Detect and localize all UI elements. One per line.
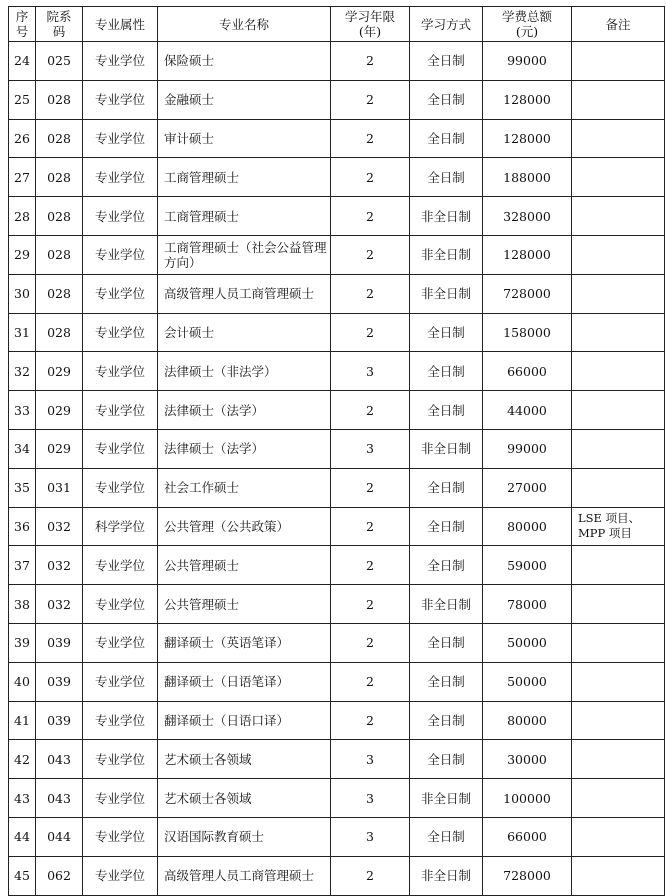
duration-cell: 2 [331,80,410,119]
degree-type-cell: 专业学位 [83,391,158,430]
dept-code-cell: 039 [36,623,83,662]
dept-code-cell: 028 [36,158,83,197]
study-mode-cell: 非全日制 [410,585,483,624]
table-row [9,352,665,391]
table-row [9,546,665,585]
tuition-cell: 158000 [483,313,572,352]
table-row [9,701,665,740]
remarks-cell [572,235,665,274]
table-row [9,313,665,352]
table-row [9,623,665,662]
degree-type-cell: 专业学位 [83,158,158,197]
tuition-cell: 128000 [483,119,572,158]
index-cell: 30 [9,274,36,313]
dept-code-cell: 032 [36,507,83,546]
program-name-cell: 翻译硕士（日语口译） [158,701,331,740]
table-row [9,856,665,895]
dept-code-cell: 028 [36,80,83,119]
duration-cell: 2 [331,42,410,81]
study-mode-cell: 全日制 [410,701,483,740]
duration-cell: 2 [331,158,410,197]
degree-type-cell: 专业学位 [83,80,158,119]
dept-code-cell: 043 [36,740,83,779]
dept-code-cell: 062 [36,856,83,895]
dept-code-cell: 028 [36,274,83,313]
remarks-cell [572,197,665,236]
duration-cell: 2 [331,546,410,585]
duration-cell: 3 [331,429,410,468]
index-cell: 26 [9,119,36,158]
index-cell: 28 [9,197,36,236]
degree-type-cell: 专业学位 [83,42,158,81]
header-program-name-text: 专业名称 [218,16,269,32]
duration-cell: 2 [331,507,410,546]
table-row [9,585,665,624]
dept-code-cell: 032 [36,585,83,624]
tuition-cell: 80000 [483,507,572,546]
remarks-cell [572,546,665,585]
table-row [9,468,665,507]
tuition-cell: 188000 [483,158,572,197]
study-mode-cell: 全日制 [410,158,483,197]
degree-type-cell: 专业学位 [83,235,158,274]
remarks-cell [572,429,665,468]
degree-type-cell: 专业学位 [83,429,158,468]
remarks-cell [572,468,665,507]
duration-cell: 2 [331,623,410,662]
degree-type-cell: 专业学位 [83,623,158,662]
duration-cell: 2 [331,119,410,158]
degree-type-cell: 科学学位 [83,507,158,546]
table-body [9,42,665,896]
table-row [9,391,665,430]
header-index-text: 序 号 [15,9,29,39]
program-name-cell: 艺术硕士各领域 [158,779,331,818]
remarks-cell [572,817,665,856]
degree-type-cell: 专业学位 [83,701,158,740]
tuition-cell: 328000 [483,197,572,236]
study-mode-cell: 非全日制 [410,197,483,236]
table-row [9,507,665,546]
table-row [9,235,665,274]
dept-code-cell: 039 [36,662,83,701]
duration-cell: 2 [331,235,410,274]
study-mode-cell: 非全日制 [410,779,483,818]
remarks-cell [572,313,665,352]
header-duration [331,7,410,42]
program-name-cell: 保险硕士 [158,42,331,81]
tuition-cell: 99000 [483,429,572,468]
table-row [9,158,665,197]
program-name-cell: 金融硕士 [158,80,331,119]
program-name-cell: 工商管理硕士（社会公益管理方向） [158,235,331,274]
index-cell: 24 [9,42,36,81]
remarks-cell [572,42,665,81]
index-cell: 31 [9,313,36,352]
tuition-cell: 27000 [483,468,572,507]
index-cell: 38 [9,585,36,624]
header-index [9,7,36,42]
tuition-cell: 59000 [483,546,572,585]
duration-cell: 2 [331,313,410,352]
remarks-cell [572,585,665,624]
index-cell: 33 [9,391,36,430]
program-name-cell: 高级管理人员工商管理硕士 [158,856,331,895]
dept-code-cell: 028 [36,119,83,158]
degree-type-cell: 专业学位 [83,856,158,895]
index-cell: 29 [9,235,36,274]
remarks-cell [572,274,665,313]
index-cell: 34 [9,429,36,468]
tuition-cell: 66000 [483,817,572,856]
degree-type-cell: 专业学位 [83,779,158,818]
remarks-cell [572,701,665,740]
tuition-cell: 66000 [483,352,572,391]
dept-code-cell: 043 [36,779,83,818]
program-name-cell: 会计硕士 [158,313,331,352]
tuition-cell: 128000 [483,80,572,119]
table-row [9,779,665,818]
index-cell: 42 [9,740,36,779]
degree-type-cell: 专业学位 [83,352,158,391]
program-name-cell: 公共管理（公共政策） [158,507,331,546]
dept-code-cell: 029 [36,429,83,468]
index-cell: 35 [9,468,36,507]
degree-type-cell: 专业学位 [83,740,158,779]
program-name-cell: 工商管理硕士 [158,158,331,197]
duration-cell: 2 [331,468,410,507]
duration-cell: 3 [331,779,410,818]
duration-cell: 2 [331,274,410,313]
study-mode-cell: 全日制 [410,817,483,856]
study-mode-cell: 全日制 [410,42,483,81]
table-row [9,429,665,468]
duration-cell: 2 [331,391,410,430]
header-remarks [572,7,665,42]
study-mode-cell: 全日制 [410,352,483,391]
study-mode-cell: 全日制 [410,313,483,352]
table-row [9,817,665,856]
header-duration-text: 学习年限 (年) [344,9,395,39]
index-cell: 45 [9,856,36,895]
index-cell: 32 [9,352,36,391]
duration-cell: 2 [331,856,410,895]
degree-type-cell: 专业学位 [83,313,158,352]
dept-code-cell: 028 [36,235,83,274]
study-mode-cell: 全日制 [410,119,483,158]
duration-cell: 2 [331,585,410,624]
index-cell: 41 [9,701,36,740]
tuition-cell: 728000 [483,274,572,313]
tuition-table [8,6,665,896]
remarks-cell [572,391,665,430]
table-row [9,80,665,119]
header-row [9,7,665,42]
degree-type-cell: 专业学位 [83,662,158,701]
program-name-cell: 艺术硕士各领域 [158,740,331,779]
dept-code-cell: 028 [36,197,83,236]
tuition-cell: 80000 [483,701,572,740]
tuition-cell: 44000 [483,391,572,430]
header-degree-type [83,7,158,42]
table-row [9,740,665,779]
tuition-cell: 100000 [483,779,572,818]
study-mode-cell: 非全日制 [410,274,483,313]
duration-cell: 2 [331,662,410,701]
index-cell: 37 [9,546,36,585]
study-mode-cell: 全日制 [410,546,483,585]
header-tuition [483,7,572,42]
dept-code-cell: 029 [36,391,83,430]
header-dept-code [36,7,83,42]
table-row [9,662,665,701]
dept-code-cell: 039 [36,701,83,740]
degree-type-cell: 专业学位 [83,119,158,158]
duration-cell: 2 [331,701,410,740]
header-study-mode [410,7,483,42]
index-cell: 44 [9,817,36,856]
table-row [9,274,665,313]
degree-type-cell: 专业学位 [83,468,158,507]
index-cell: 40 [9,662,36,701]
remarks-cell [572,352,665,391]
study-mode-cell: 非全日制 [410,429,483,468]
program-name-cell: 法律硕士（法学） [158,429,331,468]
remarks-cell [572,779,665,818]
degree-type-cell: 专业学位 [83,546,158,585]
table-row [9,42,665,81]
degree-type-cell: 专业学位 [83,197,158,236]
table-row [9,197,665,236]
tuition-cell: 50000 [483,623,572,662]
remarks-cell: LSE 项目、MPP 项目 [572,507,665,546]
tuition-cell: 728000 [483,856,572,895]
remarks-cell [572,856,665,895]
dept-code-cell: 028 [36,313,83,352]
program-name-cell: 翻译硕士（英语笔译） [158,623,331,662]
dept-code-cell: 032 [36,546,83,585]
header-remarks-text: 备注 [605,16,631,32]
dept-code-cell: 029 [36,352,83,391]
header-study-mode-text: 学习方式 [420,16,471,32]
remarks-cell [572,158,665,197]
index-cell: 36 [9,507,36,546]
header-dept-code-text: 院系 码 [46,9,72,39]
study-mode-cell: 全日制 [410,391,483,430]
study-mode-cell: 非全日制 [410,856,483,895]
study-mode-cell: 全日制 [410,740,483,779]
program-name-cell: 社会工作硕士 [158,468,331,507]
program-name-cell: 审计硕士 [158,119,331,158]
program-name-cell: 法律硕士（法学） [158,391,331,430]
tuition-cell: 128000 [483,235,572,274]
study-mode-cell: 全日制 [410,80,483,119]
tuition-cell: 30000 [483,740,572,779]
study-mode-cell: 全日制 [410,623,483,662]
index-cell: 39 [9,623,36,662]
degree-type-cell: 专业学位 [83,585,158,624]
header-degree-type-text: 专业属性 [94,16,145,32]
tuition-cell: 99000 [483,42,572,81]
study-mode-cell: 全日制 [410,662,483,701]
header-tuition-text: 学费总额 (元) [501,9,552,39]
index-cell: 43 [9,779,36,818]
program-name-cell: 法律硕士（非法学） [158,352,331,391]
tuition-cell: 50000 [483,662,572,701]
remarks-cell [572,119,665,158]
program-name-cell: 高级管理人员工商管理硕士 [158,274,331,313]
duration-cell: 3 [331,817,410,856]
remarks-cell [572,623,665,662]
index-cell: 27 [9,158,36,197]
degree-type-cell: 专业学位 [83,817,158,856]
degree-type-cell: 专业学位 [83,274,158,313]
table-row [9,119,665,158]
remarks-cell [572,662,665,701]
program-name-cell: 工商管理硕士 [158,197,331,236]
dept-code-cell: 031 [36,468,83,507]
tuition-cell: 78000 [483,585,572,624]
index-cell: 25 [9,80,36,119]
dept-code-cell: 044 [36,817,83,856]
remarks-cell [572,740,665,779]
study-mode-cell: 全日制 [410,468,483,507]
duration-cell: 3 [331,352,410,391]
program-name-cell: 汉语国际教育硕士 [158,817,331,856]
study-mode-cell: 非全日制 [410,235,483,274]
program-name-cell: 公共管理硕士 [158,546,331,585]
duration-cell: 3 [331,740,410,779]
dept-code-cell: 025 [36,42,83,81]
program-name-cell: 翻译硕士（日语笔译） [158,662,331,701]
duration-cell: 2 [331,197,410,236]
remarks-cell [572,80,665,119]
program-name-cell: 公共管理硕士 [158,585,331,624]
study-mode-cell: 全日制 [410,507,483,546]
header-program-name [158,7,331,42]
